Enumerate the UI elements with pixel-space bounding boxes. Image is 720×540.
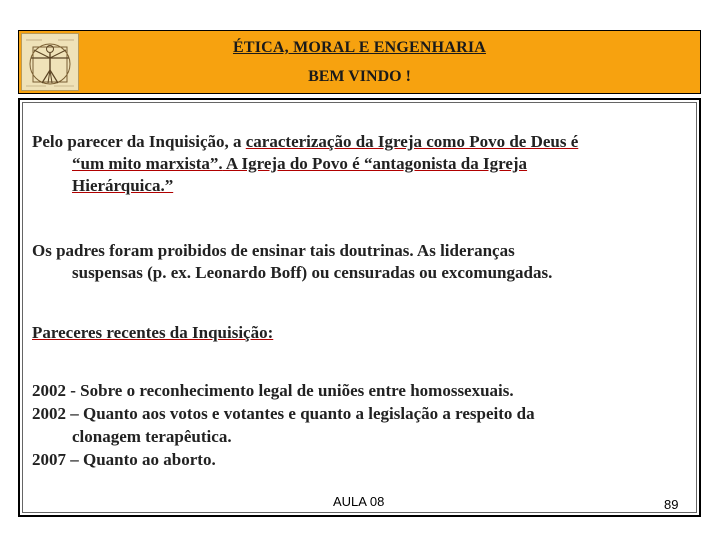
paragraph-opinions-list: [32, 379, 682, 471]
text-segment: Pelo parecer da Inquisição, a: [32, 132, 246, 151]
page-subtitle: BEM VINDO !: [308, 68, 411, 85]
page-number: 89: [664, 497, 679, 512]
list-item-continuation: clonagem terapêutica.: [72, 427, 232, 446]
paragraph-line: [32, 131, 682, 153]
paragraph-inquisition-opinion: [32, 131, 682, 197]
list-item: 2002 - Sobre o reconhecimento legal de uniões entre homossexuais.: [32, 381, 514, 400]
paragraph-line: suspensas (p. ex. Leonardo Boff) ou censuradas ou excomungadas.: [72, 263, 553, 282]
list-item: 2002 – Quanto aos votos e votantes e quanto a legislação a respeito da: [32, 404, 535, 423]
paragraph-line: [32, 153, 682, 175]
header-bar: [18, 30, 701, 94]
paragraph-line: Os padres foram proibidos de ensinar tais doutrinas. As lideranças: [32, 241, 515, 260]
page-title: ÉTICA, MORAL E ENGENHARIA: [232, 39, 487, 56]
list-item: 2007 – Quanto ao aborto.: [32, 450, 216, 469]
paragraph-line: [32, 175, 682, 197]
underlined-text: A Igreja do Povo é “antagonista da Igreja: [222, 154, 528, 173]
underlined-text: “um mito marxista”.: [72, 154, 223, 173]
paragraph-recent-opinions-heading: [32, 322, 682, 344]
paragraph-priests-prohibited: [32, 240, 682, 284]
section-heading: Pareceres recentes da Inquisição:: [32, 323, 274, 342]
underlined-text: caracterização da Igreja como Povo de Deus é: [245, 132, 579, 151]
footer-label: AULA 08: [333, 494, 385, 509]
underlined-text: Hierárquica.”: [72, 176, 174, 195]
